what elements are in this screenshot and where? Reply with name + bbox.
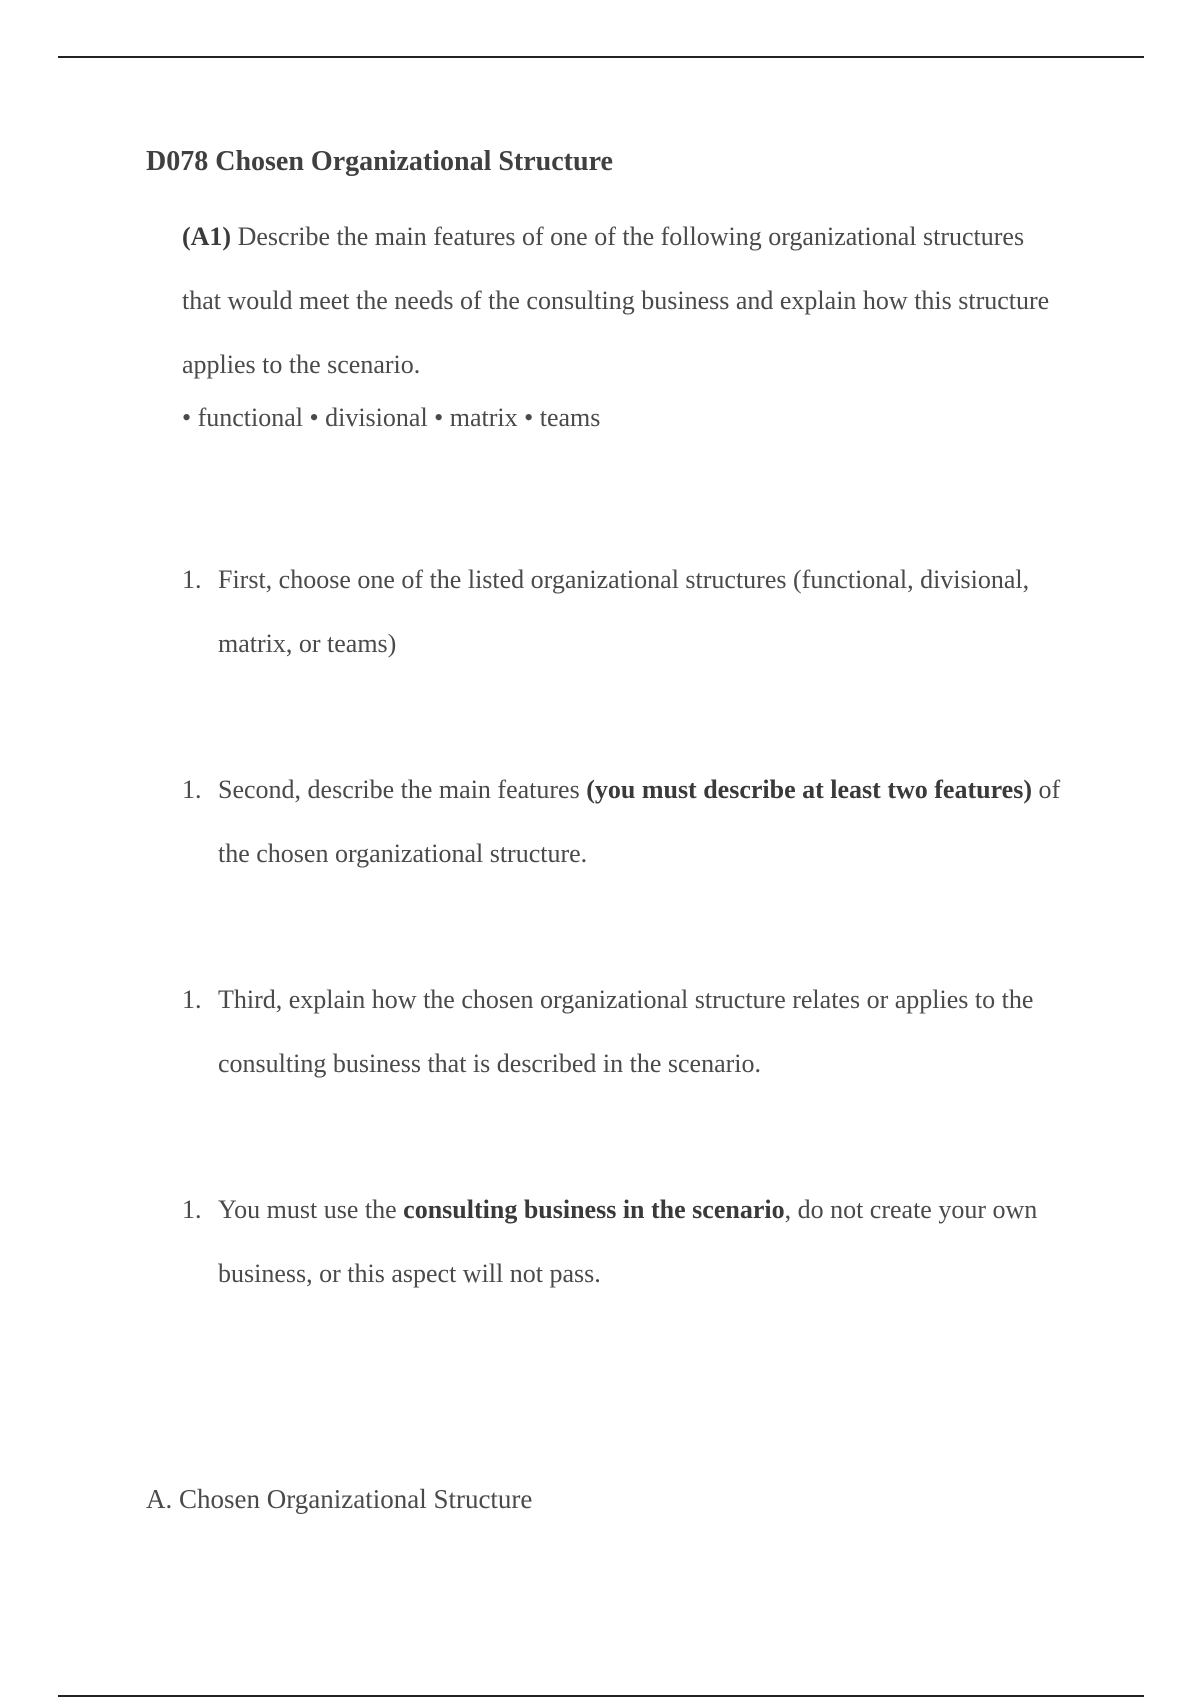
page-title: D078 Chosen Organizational Structure — [146, 146, 613, 177]
step-text: First, choose one of the listed organizational structures (functional, divisional, matrix, or teams) — [218, 565, 1030, 658]
step-number: 1. — [182, 775, 202, 804]
prompt-tag: (A1) — [182, 222, 232, 251]
instruction-step-4 — [182, 1178, 1082, 1306]
structure-options: • functional • divisional • matrix • teams — [182, 403, 601, 432]
step-text: of the chosen organizational structure. — [218, 775, 1061, 868]
instruction-step-3 — [182, 968, 1082, 1096]
step-number: 1. — [182, 565, 202, 594]
step-number: 1. — [182, 985, 202, 1014]
prompt-paragraph — [182, 205, 1062, 397]
prompt-text: Describe the main features of one of the following organizational structures that would meet the needs of the consulting business and explain how this structure applies to the scenario. — [182, 222, 1050, 379]
step-number: 1. — [182, 1195, 202, 1224]
step-text-bold: consulting business in the scenario — [403, 1195, 785, 1224]
step-text-bold: (you must describe at least two features) — [586, 775, 1032, 804]
step-text: , do not create your own business, or this aspect will not pass. — [218, 1195, 1038, 1288]
section-heading: A. Chosen Organizational Structure — [146, 1484, 533, 1514]
bottom-rule — [58, 1695, 1144, 1697]
step-text: Third, explain how the chosen organizational structure relates or applies to the consulting business that is described in the scenario. — [218, 985, 1034, 1078]
step-text: You must use the — [218, 1195, 404, 1224]
step-text: Second, describe the main features — [218, 775, 587, 804]
instruction-step-2 — [182, 758, 1082, 886]
instruction-step-1 — [182, 548, 1082, 676]
top-rule — [58, 56, 1144, 58]
